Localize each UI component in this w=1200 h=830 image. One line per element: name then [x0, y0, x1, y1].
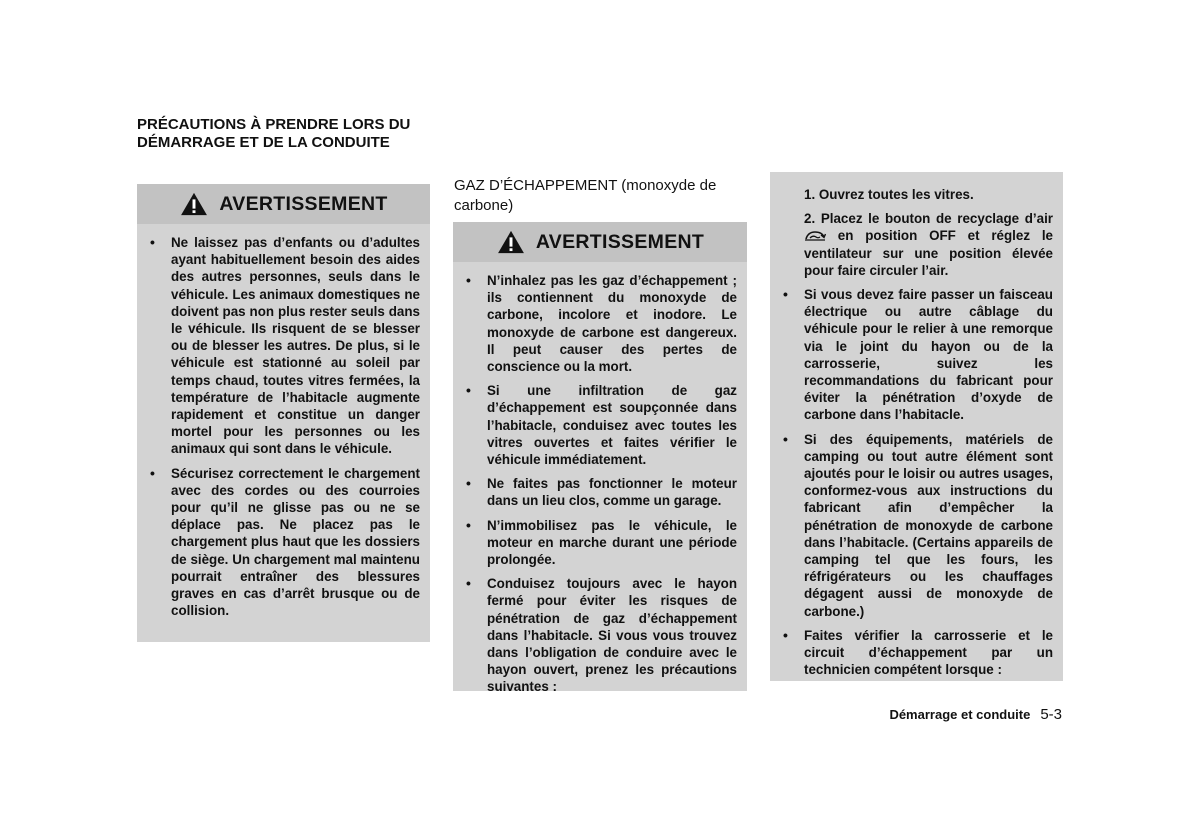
warning-box-continuation	[770, 172, 1063, 681]
subheading-exhaust-gas: GAZ D’ÉCHAPPEMENT (monoxyde de carbone)	[454, 177, 717, 214]
step-2	[804, 210, 1053, 279]
air-recirculation-icon	[804, 229, 826, 241]
list-item: • Ne laissez pas d’enfants ou d’adultes ayant habituellement besoin des aides des autres personnes, seuls dans le véhicule. Les animaux domestiques ne doivent pas non plus rester seuls dans le véhicule. Ils risquent de se blesser ou de blesser les autres. De plus, si le véhicule est stationné au soleil par temps chaud, toutes vitres fermées, la température de l’habitacle augmente rapidement et constitue un danger mortel pour les personnes ou les animaux qui sont dans le véhicule.	[147, 234, 420, 458]
section-title: PRÉCAUTIONS À PRENDRE LORS DU DÉMARRAGE ET DE LA CONDUITE	[137, 116, 411, 151]
warning-triangle-icon	[496, 230, 526, 254]
list-item: • N’inhalez pas les gaz d’échappement ; ils contiennent du monoxyde de carbone, incolore et inodore. Le monoxyde de carbone est dangereux. Il peut causer des pertes de conscience ou la mort.	[463, 272, 737, 375]
step-2-text-b: en position OFF et réglez le ventilateur sur une position élevée pour faire circuler l’air.	[804, 228, 1053, 278]
footer-section-name: Démarrage et conduite	[889, 707, 1031, 722]
warning-label: AVERTISSEMENT	[535, 230, 705, 253]
warning-header	[453, 222, 747, 262]
list-item: • Si des équipements, matériels de camping ou tout autre élément sont ajoutés pour le loisir ou autres usages, conformez-vous aux instructions du fabricant afin d’empêcher la pénétration de monoxyde de carbone dans l’habitacle. (Certains appareils de camping tel que les fours, les réfrigérateurs ou les chauffages dégagent aussi de monoxyde de carbone.)	[780, 431, 1053, 620]
page-footer	[889, 706, 1062, 723]
list-item: • Sécurisez correctement le chargement avec des cordes ou des courroies pour qu’il ne glisse pas ou ne se déplace pas. Ne placez pas le chargement plus haut que les dossiers de siège. Un chargement mal maintenu pourrait entraîner des blessures graves en cas d’arrêt brusque ou de collision.	[147, 465, 420, 620]
step-1: 1. Ouvrez toutes les vitres.	[804, 187, 974, 202]
list-item: • Si une infiltration de gaz d’échappement est soupçonnée dans l’habitacle, conduisez avec toutes les vitres ouvertes et faites vérifier le véhicule immédiatement.	[463, 382, 737, 468]
warning-header	[137, 184, 430, 224]
warning-box-exhaust	[453, 222, 747, 695]
list-item: • Conduisez toujours avec le hayon fermé pour éviter les risques de pénétration de gaz d’échappement dans l’habitacle. Si vous vous trouvez dans l’obligation de conduire avec le hayon ouvert, prenez les précautions suivantes :	[463, 575, 737, 695]
warning-label: AVERTISSEMENT	[219, 192, 388, 215]
list-item: • Faites vérifier la carrosserie et le circuit d’échappement par un technicien compétent lorsque :	[780, 627, 1053, 679]
page-number: 5-3	[1040, 706, 1062, 723]
warning-triangle-icon	[179, 192, 209, 216]
list-item: • Si vous devez faire passer un faisceau électrique ou autre câblage du véhicule pour le relier à une remorque via le joint du hayon ou de la carrosserie, suivez les recommandations du fabricant pour éviter la pénétration d’oxyde de carbone dans l’habitacle.	[780, 286, 1053, 424]
step-2-text-a: 2. Placez le bouton de recyclage d’air	[804, 211, 1053, 227]
list-item: • Ne faites pas fonctionner le moteur dans un lieu clos, comme un garage.	[463, 475, 737, 509]
warning-box-children-cargo	[137, 184, 430, 642]
list-item: • N’immobilisez pas le véhicule, le moteur en marche durant une période prolongée.	[463, 517, 737, 569]
